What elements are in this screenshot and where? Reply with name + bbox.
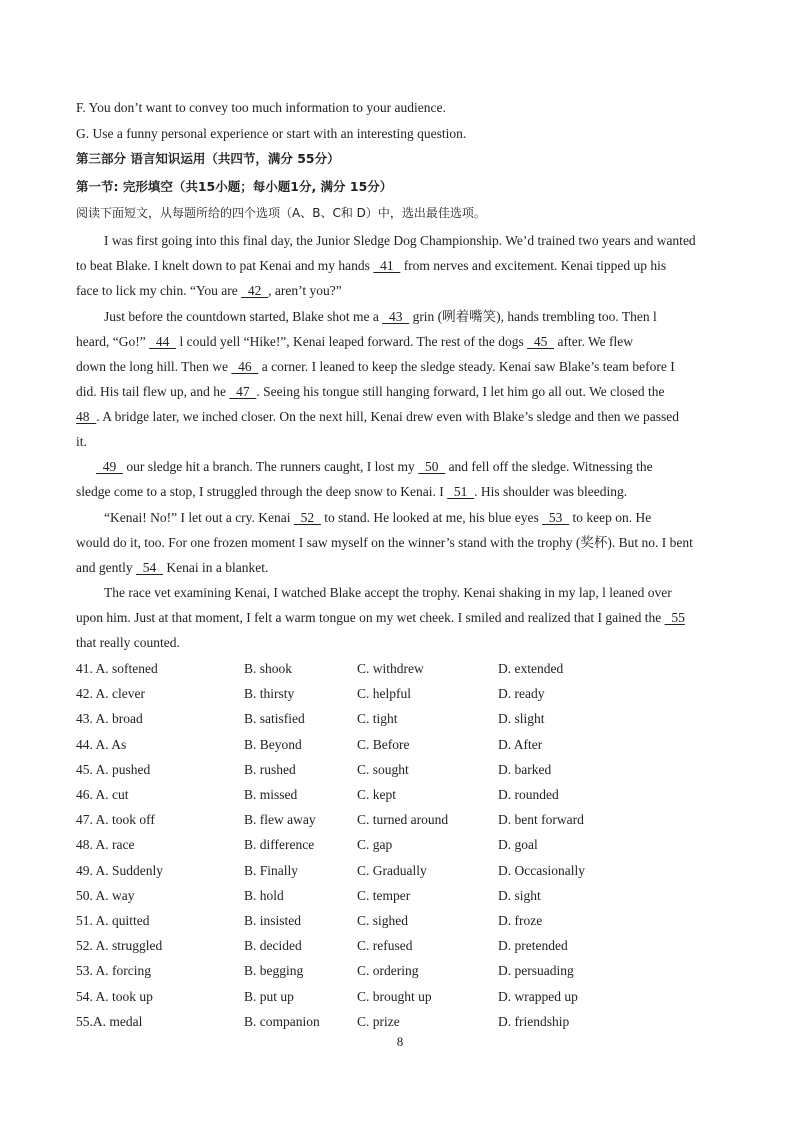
passage-line: sledge come to a stop, I struggled through the deep snow to Kenai. I 51 . His shoulder was bleeding. xyxy=(76,484,628,499)
option-b: B. companion xyxy=(244,1013,320,1029)
option-c: C. helpful xyxy=(357,686,411,702)
option-b: B. thirsty xyxy=(244,686,295,702)
option-c: C. sought xyxy=(357,761,409,777)
option-d: D. rounded xyxy=(498,787,559,802)
option-d: D. goal xyxy=(498,837,538,853)
option-b: B. begging xyxy=(244,963,304,979)
question-row xyxy=(76,810,724,830)
question-row xyxy=(76,735,724,755)
option-c: C. refused xyxy=(357,938,413,954)
option-c: C. withdrew xyxy=(357,661,424,676)
blank-42: 42 xyxy=(241,283,269,298)
passage-line: I was first going into this final day, the Junior Sledge Dog Championship. We’d trained two years and wanted xyxy=(104,233,696,248)
option-b: B. Beyond xyxy=(244,736,302,752)
blank-47: 47 xyxy=(229,384,257,399)
option-b: B. insisted xyxy=(244,913,302,928)
option-d: D. bent forward xyxy=(498,812,584,828)
section-one-heading: 第一节: 完形填空（共15小题；每小题1分, 满分 15分） xyxy=(76,179,393,194)
question-row xyxy=(76,1012,724,1032)
option-c: C. turned around xyxy=(357,812,449,828)
option-a: 46. A. cut xyxy=(76,787,129,802)
option-d: D. After xyxy=(498,736,543,752)
passage-line: upon him. Just at that moment, I felt a warm tongue on my wet cheek. I smiled and realized that I gained the 55 xyxy=(76,610,685,625)
blank-52: 52 xyxy=(293,510,321,525)
option-d: D. ready xyxy=(498,686,545,702)
option-c: C. ordering xyxy=(357,963,419,979)
option-b: B. shook xyxy=(244,661,293,676)
option-d: D. Occasionally xyxy=(498,862,585,878)
passage-line: The race vet examining Kenai, I watched Blake accept the trophy. Kenai shaking in my lap, l leaned over xyxy=(104,585,672,600)
question-row xyxy=(76,659,724,679)
passage-line: 48 . A bridge later, we inched closer. On the next hill, Kenai drew even with Blake’s sledge and then we passed xyxy=(76,409,680,424)
option-b: B. difference xyxy=(244,837,315,853)
option-a: 50. A. way xyxy=(76,887,135,903)
page-number: 8 xyxy=(396,1034,404,1049)
question-row xyxy=(76,835,724,855)
option-d: D. extended xyxy=(498,661,564,676)
part-three-heading: 第三部分 语言知识运用（共四节，满分 55分） xyxy=(76,151,340,166)
option-b: B. rushed xyxy=(244,761,296,777)
option-a: 48. A. race xyxy=(76,837,135,853)
blank-43: 43 xyxy=(382,309,410,324)
option-a: 44. A. As xyxy=(76,736,127,752)
option-g: G. Use a funny personal experience or start with an interesting question. xyxy=(76,126,467,141)
option-a: 41. A. softened xyxy=(76,661,158,676)
option-d: D. wrapped up xyxy=(498,988,578,1004)
option-d: D. froze xyxy=(498,913,543,928)
question-row xyxy=(76,886,724,906)
blank-44: 44 xyxy=(149,334,177,349)
option-b: B. missed xyxy=(244,787,298,802)
option-a: 53. A. forcing xyxy=(76,963,151,979)
passage-line: “Kenai! No!” I let out a cry. Kenai 52 to stand. He looked at me, his blue eyes 53 to keep on. He xyxy=(104,510,652,525)
option-d: D. pretended xyxy=(498,938,568,954)
option-c: C. Before xyxy=(357,736,410,752)
blank-41: 41 xyxy=(373,258,401,273)
passage-line: heard, “Go!” 44 l could yell “Hike!”, Kenai leaped forward. The rest of the dogs 45 after. We flew xyxy=(76,334,633,349)
option-a: 52. A. struggled xyxy=(76,938,163,954)
passage-line: did. His tail flew up, and he 47 . Seeing his tongue still hanging forward, I let him go all out. We closed the xyxy=(76,384,665,399)
passage-line: Just before the countdown started, Blake shot me a 43 grin (咧着嘴笑), hands trembling too. Then l xyxy=(104,309,657,324)
passage-line: it. xyxy=(76,434,87,449)
option-a: 51. A. quitted xyxy=(76,913,150,928)
question-row xyxy=(76,785,724,805)
option-d: D. barked xyxy=(498,761,552,777)
passage-line: to beat Blake. I knelt down to pat Kenai and my hands 41 from nerves and excitement. Kenai tipped up his xyxy=(76,258,667,273)
option-b: B. put up xyxy=(244,988,294,1004)
passage-line: and gently 54 Kenai in a blanket. xyxy=(76,560,269,575)
question-row xyxy=(76,684,724,704)
blank-48: 48 xyxy=(76,409,97,424)
option-a: 47. A. took off xyxy=(76,812,155,828)
option-c: C. gap xyxy=(357,837,393,853)
option-c: C. temper xyxy=(357,887,411,903)
question-row xyxy=(76,961,724,981)
question-row xyxy=(76,987,724,1007)
option-d: D. persuading xyxy=(498,963,574,979)
option-b: B. satisfied xyxy=(244,711,305,727)
option-d: D. sight xyxy=(498,887,541,903)
blank-55: 55 xyxy=(664,610,685,625)
question-row xyxy=(76,709,724,729)
option-a: 43. A. broad xyxy=(76,711,143,727)
option-b: B. flew away xyxy=(244,812,316,828)
option-a: 49. A. Suddenly xyxy=(76,862,164,878)
blank-51: 51 xyxy=(447,484,475,499)
option-c: C. kept xyxy=(357,787,396,802)
option-c: C. Gradually xyxy=(357,862,427,878)
question-row xyxy=(76,936,724,956)
option-d: D. friendship xyxy=(498,1013,570,1029)
option-b: B. Finally xyxy=(244,862,299,878)
blank-45: 45 xyxy=(527,334,555,349)
option-a: 42. A. clever xyxy=(76,686,145,702)
option-c: C. brought up xyxy=(357,988,432,1004)
blank-49: 49 xyxy=(96,459,123,474)
passage-line: 49 our sledge hit a branch. The runners caught, I lost my 50 and fell off the sledge. Witnessing the xyxy=(96,459,653,474)
instructions: 阅读下面短文，从每题所给的四个选项（A、B、C和 D）中，选出最佳选项。 xyxy=(76,206,486,220)
option-c: C. tight xyxy=(357,711,398,727)
option-c: C. prize xyxy=(357,1013,400,1029)
option-a: 45. A. pushed xyxy=(76,761,151,777)
blank-53: 53 xyxy=(542,510,570,525)
question-row xyxy=(76,861,724,881)
passage-line: face to lick my chin. “You are 42 , aren’t you?” xyxy=(76,283,342,298)
option-a: 55.A. medal xyxy=(76,1013,143,1029)
blank-54: 54 xyxy=(136,560,163,575)
passage-line: down the long hill. Then we 46 a corner. I leaned to keep the sledge steady. Kenai saw Blake’s team before I xyxy=(76,359,675,374)
blank-46: 46 xyxy=(231,359,259,374)
option-c: C. sighed xyxy=(357,913,409,928)
option-b: B. decided xyxy=(244,938,302,954)
passage-line: that really counted. xyxy=(76,635,180,650)
option-b: B. hold xyxy=(244,887,284,903)
option-f: F. You don’t want to convey too much information to your audience. xyxy=(76,100,446,115)
question-row xyxy=(76,911,724,931)
blank-50: 50 xyxy=(418,459,446,474)
option-a: 54. A. took up xyxy=(76,988,153,1004)
question-row xyxy=(76,760,724,780)
passage-line: would do it, too. For one frozen moment I saw myself on the winner’s stand with the trophy (奖杯). But no. I bent xyxy=(76,535,693,550)
option-d: D. slight xyxy=(498,711,545,727)
